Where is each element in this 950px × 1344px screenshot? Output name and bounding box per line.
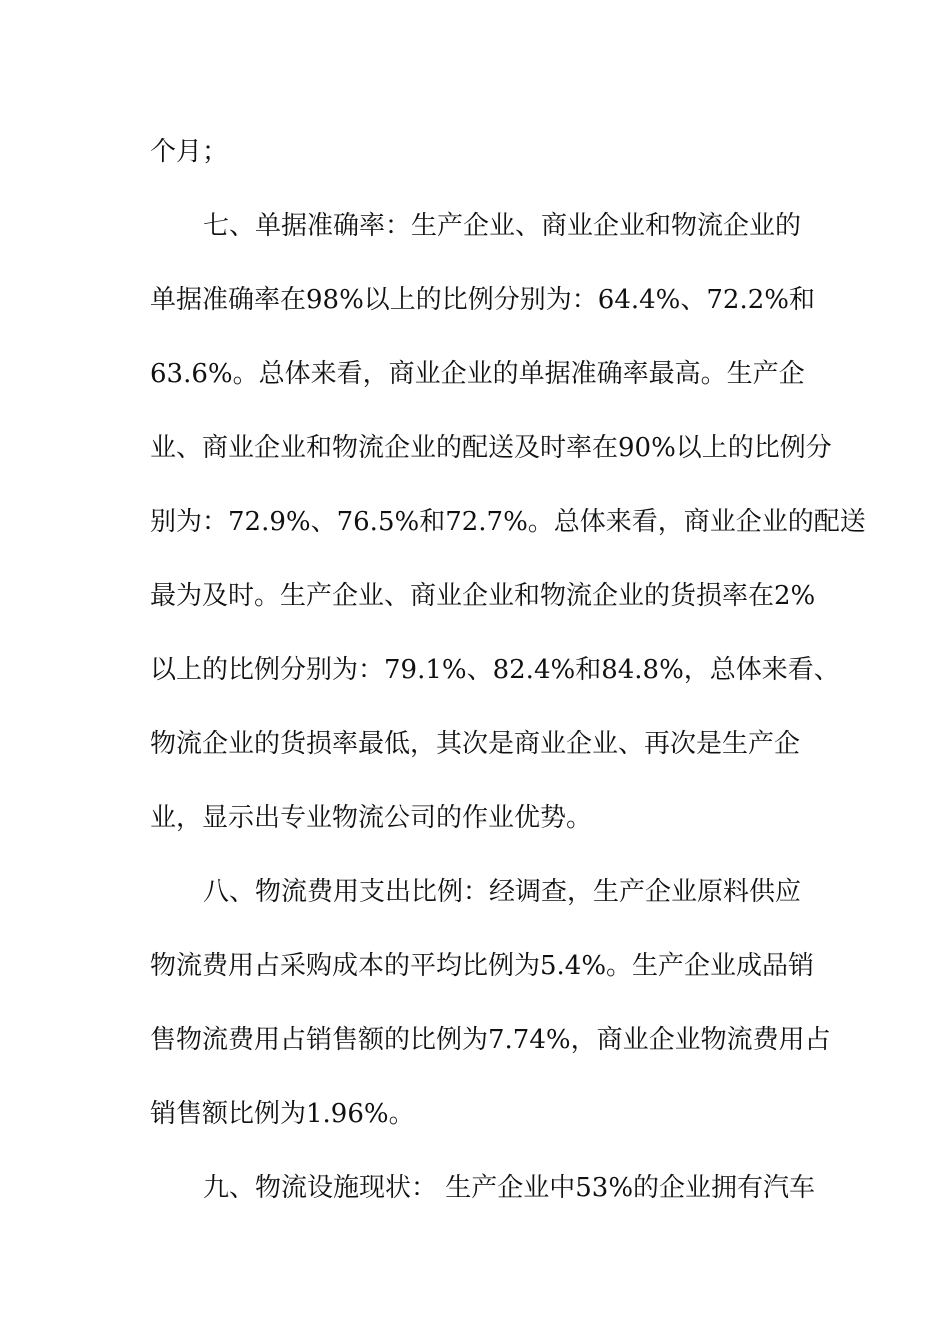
text-line: 最为及时。生产企业、商业企业和物流企业的货损率在2% (150, 581, 816, 611)
section-heading-7: 七、单据准确率：生产企业、商业企业和物流企业的 (203, 211, 802, 241)
text-line: 销售额比例为1.96%。 (150, 1099, 415, 1129)
text-line: 个月； (150, 137, 229, 167)
text-line: 63.6%。总体来看，商业企业的单据准确率最高。生产企 (150, 359, 805, 389)
text-line: 物流企业的货损率最低，其次是商业企业、再次是生产企 (150, 729, 801, 759)
text-line: 售物流费用占销售额的比例为7.74%，商业企业物流费用占 (150, 1025, 831, 1055)
text-line: 业、商业企业和物流企业的配送及时率在90%以上的比例分 (150, 433, 832, 463)
text-line: 物流费用占采购成本的平均比例为5.4%。生产企业成品销 (150, 951, 815, 981)
text-line: 业，显示出专业物流公司的作业优势。 (150, 803, 593, 833)
text-line: 单据准确率在98%以上的比例分别为：64.4%、72.2%和 (150, 285, 815, 315)
section-heading-8: 八、物流费用支出比例：经调查，生产企业原料供应 (203, 877, 802, 907)
section-heading-9: 九、物流设施现状： 生产企业中53%的企业拥有汽车 (203, 1173, 816, 1203)
text-line: 别为：72.9%、76.5%和72.7%。总体来看，商业企业的配送 (150, 507, 866, 537)
text-line: 以上的比例分别为：79.1%、82.4%和84.8%，总体来看、 (150, 655, 840, 685)
